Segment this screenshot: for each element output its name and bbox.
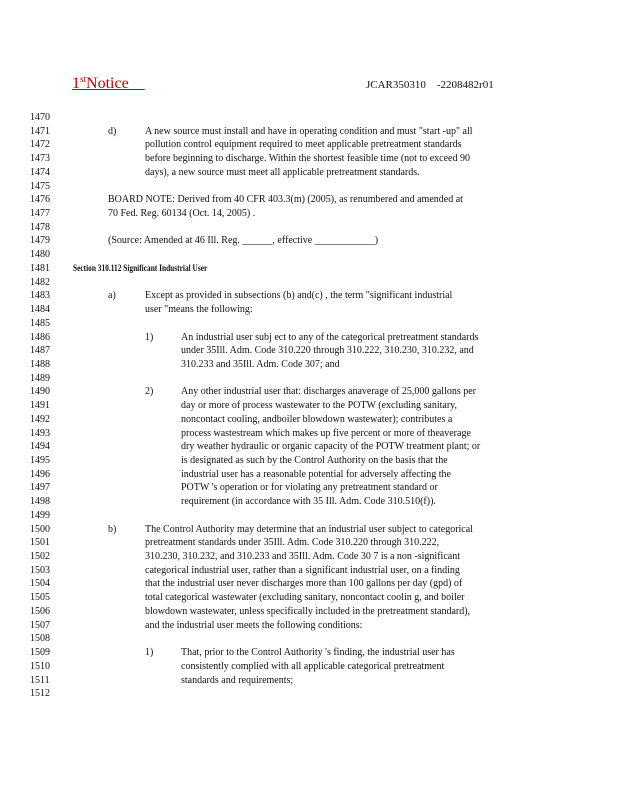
text-line: BOARD NOTE: Derived from 40 CFR 403.3(m) (2005), as renumbered and amended at: [108, 194, 463, 206]
text-line: user "means the following:: [145, 304, 253, 316]
line-number: 1493: [30, 427, 50, 439]
line-number: 1496: [30, 468, 50, 480]
line-number: 1477: [30, 208, 50, 220]
line-number: 1473: [30, 153, 50, 165]
line-number: 1475: [30, 180, 50, 192]
line-number: 1478: [30, 221, 50, 233]
text-line: (Source: Amended at 46 Ill. Reg. ______, effective ____________): [108, 235, 379, 247]
line-number: 1472: [30, 139, 50, 151]
text-line: consistently complied with all applicable categorical pretreatment: [181, 660, 445, 672]
text-line: 1): [145, 647, 154, 659]
text-line: standards and requirements;: [181, 674, 294, 686]
line-number: 1491: [30, 400, 50, 412]
text-line: requirement (in accordance with 35 Ill. Adm. Code 310.510(f)).: [181, 496, 436, 508]
text-line: day or more of process wastewater to the POTW (excluding sanitary,: [181, 400, 458, 412]
line-number: 1500: [30, 523, 50, 535]
line-number: 1505: [30, 592, 50, 604]
line-number: 1510: [30, 660, 50, 672]
text-line: b): [108, 523, 117, 535]
text-line: pretreatment standards under 35Ill. Adm. Code 310.220 through 310.222,: [145, 537, 440, 549]
text-line: d): [108, 125, 117, 137]
line-number: 1506: [30, 605, 50, 617]
document-id: JCAR350310 -2208482r01: [366, 79, 494, 91]
line-number: 1485: [30, 317, 50, 329]
text-line: 310.233 and 35Ill. Adm. Code 307; and: [181, 358, 340, 370]
line-number: 1504: [30, 578, 50, 590]
notice-label: 1stNotice: [72, 74, 129, 92]
text-line: before beginning to discharge. Within the shortest feasible time (not to exceed 90: [145, 153, 470, 165]
text-line: Any other industrial user that: discharges anaverage of 25,000 gallons per: [181, 386, 477, 398]
text-line: noncontact cooling, andboiler blowdown wastewater); contributes a: [181, 413, 453, 425]
line-number: 1489: [30, 372, 50, 384]
text-line: That, prior to the Control Authority 's finding, the industrial user has: [181, 647, 455, 659]
text-line: total categorical wastewater (excluding sanitary, noncontact coolin g, and boiler: [145, 592, 465, 604]
line-number: 1501: [30, 537, 50, 549]
text-line: pollution control equipment required to meet applicable pretreatment standards: [145, 139, 462, 151]
text-line: is designated as such by the Control Authority on the basis that the: [181, 455, 448, 466]
text-line: under 35Ill. Adm. Code 310.220 through 310.222, 310.230, 310.232, and: [181, 345, 474, 357]
section-heading: Section 310.112 Significant Industrial User: [73, 262, 208, 273]
line-number: 1471: [30, 125, 50, 137]
text-line: process wastestream which makes up five percent or more of theaverage: [181, 427, 471, 439]
line-number: 1509: [30, 647, 50, 659]
text-line: 70 Fed. Reg. 60134 (Oct. 14, 2005) .: [108, 208, 256, 220]
text-line: dry weather hydraulic or organic capacity of the POTW treatment plant; or: [181, 441, 481, 453]
text-line: blowdown wastewater, unless specifically included in the pretreatment standard),: [145, 605, 471, 617]
line-number: 1482: [30, 276, 50, 288]
line-number: 1494: [30, 441, 50, 453]
line-number: 1503: [30, 564, 50, 576]
line-number: 1476: [30, 194, 50, 206]
line-number: 1495: [30, 455, 50, 466]
line-number: 1480: [30, 249, 50, 261]
line-number: 1502: [30, 551, 50, 563]
line-number: 1484: [30, 304, 50, 316]
line-number: 1483: [30, 290, 50, 302]
text-line: POTW 's operation or for violating any pretreatment standard or: [181, 482, 438, 494]
text-line: A new source must install and have in operating condition and must "start -up" all: [145, 125, 473, 137]
line-number: 1486: [30, 331, 50, 343]
text-line: Except as provided in subsections (b) and(c) , the term "significant industrial: [145, 290, 453, 302]
text-line: and the industrial user meets the following conditions:: [145, 619, 363, 631]
text-line: industrial user has a reasonable potential for adversely affecting the: [181, 468, 451, 480]
line-number: 1470: [30, 112, 50, 123]
line-number: 1481: [30, 262, 50, 274]
text-line: 2): [145, 386, 154, 398]
line-number: 1492: [30, 413, 50, 425]
line-number: 1474: [30, 166, 50, 178]
line-number: 1507: [30, 619, 50, 631]
text-line: categorical industrial user, rather than a significant industrial user, on a finding: [145, 564, 460, 576]
line-number: 1490: [30, 386, 50, 398]
line-number: 1488: [30, 358, 50, 370]
line-number: 1511: [30, 674, 50, 686]
line-number: 1497: [30, 482, 50, 494]
text-line: The Control Authority may determine that an industrial user subject to categorical: [145, 523, 473, 535]
text-line: 1): [145, 331, 154, 343]
text-line: a): [108, 290, 116, 302]
text-line: 310.230, 310.232, and 310.233 and 35Ill. Adm. Code 30 7 is a non -significant: [145, 551, 460, 563]
line-number: 1479: [30, 235, 50, 247]
line-number: 1508: [30, 633, 50, 645]
line-number: 1487: [30, 345, 50, 357]
text-line: An industrial user subj ect to any of the categorical pretreatment standards: [181, 331, 479, 343]
line-number: 1512: [30, 688, 50, 700]
text-line: that the industrial user never discharges more than 100 gallons per day (gpd) of: [145, 578, 463, 590]
line-number: 1498: [30, 496, 50, 508]
line-number: 1499: [30, 509, 50, 521]
text-line: days), a new source must meet all applicable pretreatment standards.: [145, 166, 420, 178]
